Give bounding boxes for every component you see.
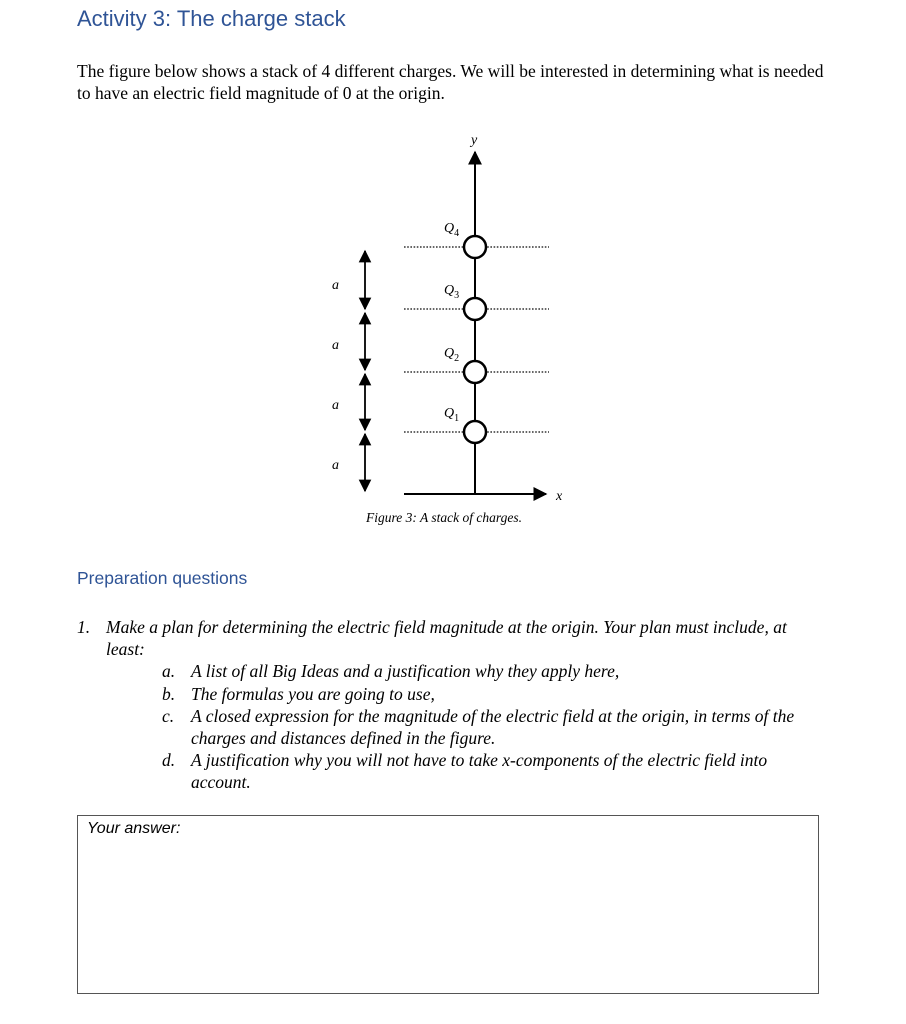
charge-label-q4: $Q_4$ [444, 221, 460, 239]
page-title: Activity 3: The charge stack [77, 6, 346, 31]
charge-label-q3: $Q_3$ [444, 283, 460, 301]
list-item-label: b. [162, 684, 176, 704]
y-axis-label: y [471, 133, 478, 148]
list-item [162, 683, 822, 705]
list-item-text: The formulas you are going to use, [191, 684, 435, 704]
spacing-label-1: a [332, 278, 339, 293]
charge-q4 [464, 236, 486, 258]
list-item-label: c. [162, 706, 175, 726]
figure-caption: Figure 3: A stack of charges. [366, 510, 522, 525]
question-1 [77, 616, 817, 660]
list-item [162, 749, 812, 793]
spacing-label-3: a [332, 398, 339, 413]
spacing-label-2: a [332, 338, 339, 353]
charge-label-q1: $Q_1$ [444, 406, 460, 424]
section-heading: Preparation questions [77, 568, 248, 588]
charge-q2 [464, 361, 486, 383]
list-item-label: a. [162, 661, 176, 681]
list-item-text: A closed expression for the magnitude of the electric field at the origin, in terms of the charges and distances defined in the figure. [191, 706, 795, 748]
charge-q3 [464, 298, 486, 320]
answer-label: Your answer: [87, 820, 181, 837]
list-item-text: A list of all Big Ideas and a justification why they apply here, [191, 661, 620, 681]
question-number: 1. [77, 617, 91, 637]
charge-q1 [464, 421, 486, 443]
list-item-text: A justification why you will not have to take x-components of the electric field into account. [191, 750, 768, 792]
list-item-label: d. [162, 750, 176, 770]
question-text: Make a plan for determining the electric field magnitude at the origin. Your plan must include, at least: [106, 617, 787, 659]
intro-paragraph: The figure below shows a stack of 4 different charges. We will be interested in determining what is needed to have an electric field magnitude of 0 at the origin. [77, 61, 824, 103]
list-item [162, 705, 802, 749]
x-axis-label: x [556, 489, 563, 504]
list-item [162, 660, 822, 682]
charge-label-q2: $Q_2$ [444, 346, 460, 364]
answer-box[interactable] [77, 815, 819, 994]
spacing-label-4: a [332, 458, 339, 473]
